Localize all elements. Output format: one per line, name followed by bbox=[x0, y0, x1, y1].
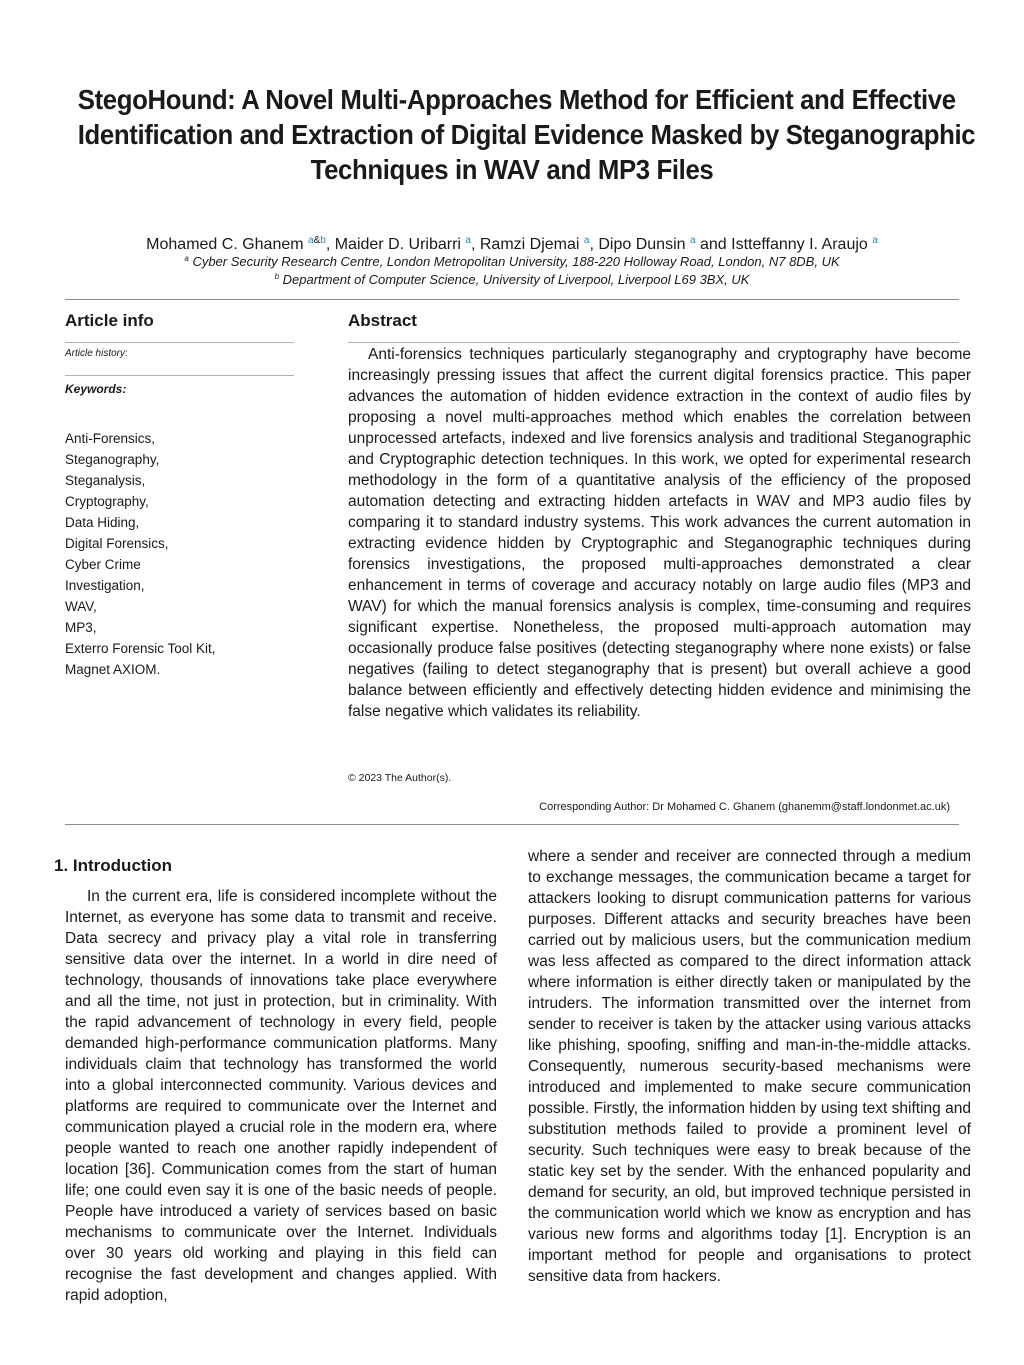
affiliation-marker: a bbox=[872, 235, 878, 246]
keywords-label: Keywords: bbox=[65, 382, 127, 396]
history-divider bbox=[65, 375, 294, 376]
keyword-item: Steganalysis, bbox=[65, 473, 146, 488]
keyword-item: Magnet AXIOM. bbox=[65, 662, 161, 677]
affiliation-text: Cyber Security Research Centre, London Metropolitan University, 188-220 Holloway Road, London, N7 8DB, UK bbox=[192, 254, 840, 269]
keyword-item: Data Hiding, bbox=[65, 515, 140, 530]
keyword-item: Exterro Forensic Tool Kit, bbox=[65, 641, 216, 656]
author-name: and Istteffanny I. Araujo bbox=[699, 236, 868, 253]
affiliation-b bbox=[0, 269, 1024, 288]
affiliation-marker: b bbox=[320, 235, 326, 246]
keyword-item: Digital Forensics, bbox=[65, 536, 169, 551]
keyword-item: Investigation, bbox=[65, 578, 145, 593]
article-history-label: Article history: bbox=[65, 348, 128, 359]
abstract-divider bbox=[348, 342, 959, 343]
affiliation-marker: a bbox=[184, 254, 189, 263]
affiliation-a bbox=[0, 251, 1024, 270]
abstract-text: Anti-forensics techniques particularly steganography and cryptography have become increasingly pressing issues that affect the current digital forensics practice. This paper advances the automation of hidden evidence extraction in the context of audio files by proposing a novel multi-approaches method which enables the correlation between unprocessed artefacts, indexed and live forensics analysis and traditional Steganographic and Cryptographic detection techniques. In this work, we opted for experimental research methodology in the form of a quantitative analysis of the efficiency of the proposed automation detecting and extracting hidden artefacts in WAV and MP3 audio files by comparing it to standard industry systems. This work advances the current automation in extracting evidence hidden by Cryptographic and Steganographic techniques during forensics investigations, the proposed multi-approaches demonstrated a clear enhancement in terms of coverage and accuracy notably on large audio files (MP3 and WAV) for which the manual forensics analysis is complex, time-consuming and requires significant expertise. Nonetheless, the proposed multi-approach automation may occasionally produce false positives (detecting steganography where none exists) or false negatives (failing to detect steganography that is present) but overall achieve a good balance between efficiently and effectively detecting hidden evidence and minimising the false negative which validates its reliability. bbox=[348, 346, 971, 720]
intro-paragraph-left: In the current era, life is considered incomplete without the Internet, as everyone has some data to transmit and receive. Data secrecy and privacy play a vital role in transferring sensitive data over the internet. In a world in dire need of technology, thousands of innovations take place everywhere and all the time, not just in protection, but in criminality. With the rapid advancement of technology in every field, people demanded high-performance communication platforms. Many individuals claim that technology has transformed the world into a global interconnected community. Various devices and platforms are required to communicate over the Internet and communication played a crucial role in the modern era, where people wanted to reach one another rapidly independent of location [36]. Communication comes from the start of human life; one could even say it is one of the basic needs of people. People have introduced a variety of services based on basic mechanisms to communicate over the Internet. Individuals over 30 years old working and playing in this field can recognise the fast development and changes applied. With rapid adoption, bbox=[65, 888, 497, 1304]
title-line: Techniques in WAV and MP3 Files bbox=[310, 154, 714, 185]
keyword-item: Steganography, bbox=[65, 452, 160, 467]
author-name: , Ramzi Djemai bbox=[470, 236, 580, 253]
keyword-item: WAV, bbox=[65, 599, 97, 614]
paper-title bbox=[77, 82, 976, 187]
affiliation-text: Department of Computer Science, University of Liverpool, Liverpool L69 3BX, UK bbox=[282, 272, 750, 287]
copyright-notice: © 2023 The Author(s). bbox=[348, 772, 452, 784]
affiliation-marker: a bbox=[583, 235, 590, 246]
affiliation-marker: a bbox=[465, 235, 471, 246]
keyword-item: Anti-Forensics, bbox=[65, 431, 156, 446]
keyword-item: Cryptography, bbox=[65, 494, 149, 509]
article-info-heading: Article info bbox=[65, 311, 154, 330]
affiliation-marker: a bbox=[689, 235, 696, 246]
keyword-item: Cyber Crime bbox=[65, 557, 141, 572]
keyword-item: MP3, bbox=[65, 620, 97, 635]
title-line: StegoHound: A Novel Multi-Approaches Method for Efficient and Effective bbox=[77, 84, 956, 115]
article-info-divider bbox=[65, 342, 294, 343]
author-name: Mohamed C. Ghanem bbox=[146, 236, 304, 253]
affiliation-marker: b bbox=[274, 272, 280, 281]
section-heading-introduction: 1. Introduction bbox=[54, 856, 173, 875]
keyword-list bbox=[65, 428, 216, 680]
corresponding-author: Corresponding Author: Dr Mohamed C. Ghanem (ghanemm@staff.londonmet.ac.uk) bbox=[539, 801, 950, 813]
abstract-heading: Abstract bbox=[348, 311, 417, 330]
author-name: , Maider D. Uribarri bbox=[325, 236, 461, 253]
affiliation-marker: & bbox=[313, 235, 321, 246]
affiliation-marker: a bbox=[308, 235, 314, 246]
title-line: Identification and Extraction of Digital Evidence Masked by Steganographic bbox=[77, 119, 976, 150]
author-name: , Dipo Dunsin bbox=[589, 236, 686, 253]
body-divider bbox=[65, 824, 959, 825]
intro-paragraph-right: where a sender and receiver are connected through a medium to exchange messages, the communication became a target for attackers looking to disrupt communication patterns for various purposes. Different attacks and security breaches have been carried out by malicious users, but the communication medium was less affected as compared to the direct information attack where information is either directly taken or manipulated by the intruders. The information transmitted over the internet from sender to receiver is taken by the attacker using various attacks like phishing, spoofing, sniffing and man-in-the-middle attacks. Consequently, numerous security-based mechanisms were introduced and implemented to make secure communication possible. Firstly, the information hidden by using text shifting and substitution methods failed to provide a prominent level of security. Such techniques were easy to break because of the static key set by the sender. With the enhanced popularity and demand for security, an old, but improved technique persisted in the communication world which we know as encryption and has various new forms and algorithms today [1]. Encryption is an important method for people and organisations to protect sensitive data from hackers. bbox=[528, 848, 971, 1285]
header-divider bbox=[65, 299, 959, 300]
